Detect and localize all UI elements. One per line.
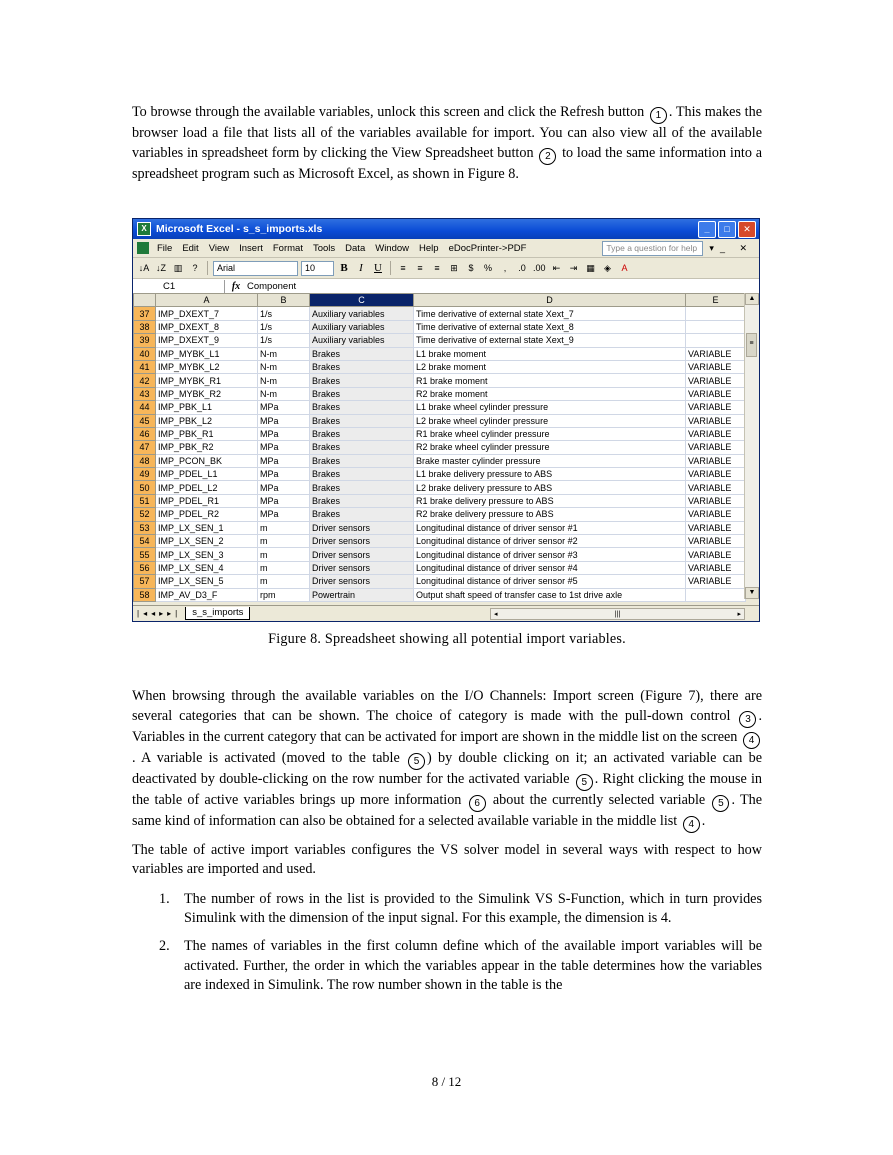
cell-component[interactable]: Brakes: [310, 481, 414, 494]
column-header-row: [134, 294, 746, 307]
table-row: [134, 307, 746, 320]
cell-description[interactable]: R1 brake moment: [414, 374, 686, 387]
cell-component[interactable]: Brakes: [310, 347, 414, 360]
row-number[interactable]: 49: [134, 468, 156, 481]
increase-decimal-icon[interactable]: .0: [518, 263, 526, 273]
cell-units[interactable]: 1/s: [258, 334, 310, 347]
row-number[interactable]: 39: [134, 334, 156, 347]
cell-keyword[interactable]: IMP_MYBK_R2: [156, 387, 258, 400]
table-row: [134, 360, 746, 373]
toolbar-separator: [390, 261, 391, 275]
row-number[interactable]: 56: [134, 561, 156, 574]
menu-window[interactable]: Window: [375, 242, 410, 254]
table-row: [134, 320, 746, 333]
workbook-icon: [137, 242, 149, 254]
row-number[interactable]: 37: [134, 307, 156, 320]
intro-paragraph: [132, 103, 762, 184]
scroll-left-icon[interactable]: ◂: [494, 610, 498, 618]
formatting-toolbar: [133, 258, 759, 279]
column-header-e[interactable]: E: [686, 294, 746, 307]
table-row: [134, 535, 746, 548]
cell-type[interactable]: VARIABLE: [686, 548, 746, 561]
menu-tools[interactable]: Tools: [312, 242, 336, 254]
cell-description[interactable]: Longitudinal distance of driver sensor #5: [414, 575, 686, 588]
cell-type[interactable]: VARIABLE: [686, 508, 746, 521]
table-row: [134, 481, 746, 494]
decrease-indent-icon[interactable]: ⇤: [552, 263, 561, 273]
menu-view[interactable]: View: [208, 242, 230, 254]
cell-keyword[interactable]: IMP_MYBK_R1: [156, 374, 258, 387]
cell-keyword[interactable]: IMP_LX_SEN_1: [156, 521, 258, 534]
callout-5: 5: [576, 774, 593, 791]
cell-units[interactable]: MPa: [258, 427, 310, 440]
cell-description[interactable]: Time derivative of external state Xext_8: [414, 320, 686, 333]
cell-keyword[interactable]: IMP_LX_SEN_3: [156, 548, 258, 561]
row-number[interactable]: 40: [134, 347, 156, 360]
menu-data[interactable]: Data: [345, 242, 366, 254]
callout-4: 4: [743, 732, 760, 749]
formula-input[interactable]: Component: [247, 281, 297, 292]
cell-type[interactable]: [686, 307, 746, 320]
intro-text: to load the same information into a spreadsheet program such as Microsoft Excel, as shown in Figure 8.: [132, 144, 763, 182]
cell-keyword[interactable]: IMP_LX_SEN_5: [156, 575, 258, 588]
cell-units[interactable]: 1/s: [258, 307, 310, 320]
scroll-up-icon[interactable]: ▲: [745, 293, 759, 305]
cell-type[interactable]: [686, 334, 746, 347]
cell-component[interactable]: Driver sensors: [310, 575, 414, 588]
cell-description[interactable]: R2 brake delivery pressure to ABS: [414, 508, 686, 521]
cell-units[interactable]: MPa: [258, 454, 310, 467]
close-icon[interactable]: ✕: [738, 221, 756, 238]
sheet-nav-icons[interactable]: |◂◂▸▸|: [137, 609, 182, 618]
toolbar-separator: [207, 261, 208, 275]
cell-units[interactable]: MPa: [258, 441, 310, 454]
menu-format[interactable]: Format: [272, 242, 303, 254]
cell-description[interactable]: R1 brake wheel cylinder pressure: [414, 427, 686, 440]
cell-type[interactable]: VARIABLE: [686, 575, 746, 588]
list-item: [132, 890, 762, 929]
cell-component[interactable]: Brakes: [310, 360, 414, 373]
row-number[interactable]: 38: [134, 320, 156, 333]
cell-units[interactable]: N-m: [258, 387, 310, 400]
cell-keyword[interactable]: IMP_PBK_L2: [156, 414, 258, 427]
table-row: [134, 454, 746, 467]
cell-keyword[interactable]: IMP_PDEL_R1: [156, 494, 258, 507]
cell-units[interactable]: 1/s: [258, 320, 310, 333]
align-left-icon[interactable]: ≡: [400, 263, 406, 273]
cell-keyword[interactable]: IMP_DXEXT_9: [156, 334, 258, 347]
vertical-scrollbar[interactable]: [744, 293, 759, 599]
comma-icon[interactable]: ,: [503, 263, 507, 273]
cell-keyword[interactable]: IMP_PBK_R1: [156, 427, 258, 440]
fill-color-icon[interactable]: ◈: [604, 263, 611, 273]
cell-description[interactable]: L2 brake delivery pressure to ABS: [414, 481, 686, 494]
cell-component[interactable]: Brakes: [310, 374, 414, 387]
cell-keyword[interactable]: IMP_LX_SEN_4: [156, 561, 258, 574]
menu-edit[interactable]: Edit: [182, 242, 199, 254]
cell-component[interactable]: Brakes: [310, 387, 414, 400]
cell-type[interactable]: VARIABLE: [686, 347, 746, 360]
bold-button[interactable]: B: [340, 262, 348, 274]
excel-screenshot: [132, 218, 760, 622]
decrease-decimal-icon[interactable]: .00: [533, 263, 546, 273]
cell-units[interactable]: N-m: [258, 347, 310, 360]
cell-type[interactable]: [686, 320, 746, 333]
table-row: [134, 468, 746, 481]
list-text: The number of rows in the list is provided to the Simulink VS S-Function, which in turn provides Simulink with the dimension of the input signal. For this example, the dimension is 4.: [184, 890, 762, 927]
cell-type[interactable]: VARIABLE: [686, 441, 746, 454]
p2-text: . The same kind of information can also be obtained for a selected available variable in the middle list: [132, 791, 763, 829]
paragraph-categories: [132, 687, 762, 833]
cell-component[interactable]: Auxiliary variables: [310, 307, 414, 320]
intro-text: To browse through the available variables, unlock this screen and click the Refresh button: [132, 104, 645, 120]
menu-bar: [133, 239, 759, 258]
cell-units[interactable]: MPa: [258, 414, 310, 427]
callout-6: 6: [469, 795, 486, 812]
figure-caption: Figure 8. Spreadsheet showing all potential import variables.: [268, 631, 626, 647]
callout-4: 4: [683, 816, 700, 833]
cell-keyword[interactable]: IMP_PDEL_L1: [156, 468, 258, 481]
borders-icon[interactable]: ▦: [586, 263, 595, 273]
excel-app-icon: X: [137, 222, 151, 236]
cell-description[interactable]: Longitudinal distance of driver sensor #4: [414, 561, 686, 574]
table-row: [134, 494, 746, 507]
cell-keyword[interactable]: IMP_MYBK_L2: [156, 360, 258, 373]
row-number[interactable]: 42: [134, 374, 156, 387]
align-right-icon[interactable]: ≡: [434, 263, 440, 273]
cell-type[interactable]: [686, 588, 746, 601]
cell-description[interactable]: Time derivative of external state Xext_9: [414, 334, 686, 347]
sheet-tab-bar: [133, 605, 759, 621]
cell-type[interactable]: VARIABLE: [686, 494, 746, 507]
maximize-icon[interactable]: □: [718, 221, 736, 238]
cell-keyword[interactable]: IMP_PBK_L1: [156, 401, 258, 414]
cell-type[interactable]: VARIABLE: [686, 414, 746, 427]
p2-text: .: [701, 812, 706, 829]
cell-type[interactable]: VARIABLE: [686, 374, 746, 387]
column-header-d[interactable]: D: [414, 294, 686, 307]
cell-description[interactable]: L1 brake delivery pressure to ABS: [414, 468, 686, 481]
list-text: The names of variables in the first column define which of the available import variables will be activated. Further, the order in which the variables appear in the table determines how the variables are indexed in Simulink. The row number shown in the table is the: [184, 937, 762, 994]
cell-units[interactable]: N-m: [258, 374, 310, 387]
merge-center-icon[interactable]: ⊞: [450, 263, 458, 273]
spreadsheet-grid: [133, 293, 746, 602]
column-header-c[interactable]: C: [310, 294, 414, 307]
cell-description[interactable]: Longitudinal distance of driver sensor #1: [414, 521, 686, 534]
cell-type[interactable]: VARIABLE: [686, 454, 746, 467]
callout-1: 1: [650, 107, 667, 124]
cell-units[interactable]: m: [258, 561, 310, 574]
table-row: [134, 588, 746, 601]
table-row: [134, 548, 746, 561]
cell-component[interactable]: Brakes: [310, 454, 414, 467]
cell-keyword[interactable]: IMP_PDEL_R2: [156, 508, 258, 521]
row-number[interactable]: 46: [134, 427, 156, 440]
cell-description[interactable]: L1 brake wheel cylinder pressure: [414, 401, 686, 414]
body-text: [132, 687, 762, 1004]
callout-2: 2: [539, 148, 556, 165]
scroll-down-icon[interactable]: ▼: [745, 587, 759, 599]
cell-description[interactable]: L2 brake moment: [414, 360, 686, 373]
cell-component[interactable]: Brakes: [310, 414, 414, 427]
font-name-select[interactable]: Arial: [213, 261, 298, 276]
paragraph-table-config: The table of active import variables configures the VS solver model in several ways with respect to how variables are imported and used.: [132, 841, 762, 878]
table-row: [134, 575, 746, 588]
intro-text: . This makes the browser load a file that lists all of the variables available for import. You can also view all of the available variables in spreadsheet form by clicking the View Spreadsheet button: [132, 104, 763, 161]
row-number[interactable]: 52: [134, 508, 156, 521]
cell-component[interactable]: Brakes: [310, 427, 414, 440]
row-number[interactable]: 55: [134, 548, 156, 561]
row-number[interactable]: 48: [134, 454, 156, 467]
align-center-icon[interactable]: ≡: [417, 263, 423, 273]
cell-type[interactable]: VARIABLE: [686, 387, 746, 400]
menu-help[interactable]: Help: [419, 242, 439, 254]
cell-type[interactable]: VARIABLE: [686, 427, 746, 440]
callout-5: 5: [712, 795, 729, 812]
cell-component[interactable]: Driver sensors: [310, 548, 414, 561]
cell-units[interactable]: m: [258, 535, 310, 548]
scroll-thumb-grip: |||: [614, 610, 621, 618]
cell-units[interactable]: MPa: [258, 494, 310, 507]
cell-component[interactable]: Driver sensors: [310, 535, 414, 548]
cell-component[interactable]: Brakes: [310, 468, 414, 481]
cell-units[interactable]: MPa: [258, 401, 310, 414]
cell-description[interactable]: Longitudinal distance of driver sensor #3: [414, 548, 686, 561]
cell-keyword[interactable]: IMP_AV_D3_F: [156, 588, 258, 601]
window-title: Microsoft Excel - s_s_imports.xls: [156, 223, 323, 235]
cell-component[interactable]: Driver sensors: [310, 521, 414, 534]
cell-type[interactable]: VARIABLE: [686, 401, 746, 414]
list-number: 1.: [159, 890, 170, 907]
cell-component[interactable]: Auxiliary variables: [310, 334, 414, 347]
cell-description[interactable]: L1 brake moment: [414, 347, 686, 360]
cell-description[interactable]: L2 brake wheel cylinder pressure: [414, 414, 686, 427]
row-number[interactable]: 54: [134, 535, 156, 548]
table-row: [134, 508, 746, 521]
name-box[interactable]: C1: [133, 280, 225, 293]
column-header-b[interactable]: B: [258, 294, 310, 307]
cell-component[interactable]: Auxiliary variables: [310, 320, 414, 333]
numbered-list: [132, 890, 762, 996]
menu-insert[interactable]: Insert: [239, 242, 263, 254]
cell-units[interactable]: MPa: [258, 468, 310, 481]
cell-description[interactable]: Longitudinal distance of driver sensor #2: [414, 535, 686, 548]
cell-component[interactable]: Powertrain: [310, 588, 414, 601]
table-row: [134, 414, 746, 427]
cell-keyword[interactable]: IMP_LX_SEN_2: [156, 535, 258, 548]
function-icon[interactable]: fx: [231, 281, 241, 292]
menu-edocprinter[interactable]: eDocPrinter->PDF: [448, 242, 527, 254]
table-row: [134, 521, 746, 534]
cell-units[interactable]: m: [258, 521, 310, 534]
callout-3: 3: [739, 711, 756, 728]
help-icon[interactable]: ?: [192, 263, 198, 273]
cell-type[interactable]: VARIABLE: [686, 561, 746, 574]
chart-wizard-icon[interactable]: ▥: [173, 263, 183, 273]
column-header-a[interactable]: A: [156, 294, 258, 307]
cell-description[interactable]: R1 brake delivery pressure to ABS: [414, 494, 686, 507]
sort-descending-icon[interactable]: ↓Z: [156, 263, 166, 273]
row-number[interactable]: 44: [134, 401, 156, 414]
cell-component[interactable]: Driver sensors: [310, 561, 414, 574]
cell-units[interactable]: MPa: [258, 508, 310, 521]
cell-units[interactable]: m: [258, 575, 310, 588]
row-number[interactable]: 47: [134, 441, 156, 454]
list-item: [132, 937, 762, 996]
scroll-right-icon[interactable]: ▸: [737, 610, 741, 618]
row-number[interactable]: 51: [134, 494, 156, 507]
table-row: [134, 347, 746, 360]
row-number[interactable]: 45: [134, 414, 156, 427]
cell-type[interactable]: VARIABLE: [686, 535, 746, 548]
italic-button[interactable]: I: [359, 262, 363, 274]
cell-units[interactable]: rpm: [258, 588, 310, 601]
cell-type[interactable]: VARIABLE: [686, 360, 746, 373]
cell-units[interactable]: N-m: [258, 360, 310, 373]
minimize-icon[interactable]: _: [698, 221, 716, 238]
list-number: 2.: [159, 937, 170, 954]
cell-component[interactable]: Brakes: [310, 441, 414, 454]
p2-text: . A variable is activated (moved to the table: [132, 749, 400, 766]
font-size-select[interactable]: 10: [301, 261, 334, 276]
cell-description[interactable]: Output shaft speed of transfer case to 1st drive axle: [414, 588, 686, 601]
font-color-icon[interactable]: A: [621, 263, 628, 273]
cell-type[interactable]: VARIABLE: [686, 468, 746, 481]
cell-keyword[interactable]: IMP_PBK_R2: [156, 441, 258, 454]
sort-ascending-icon[interactable]: ↓A: [138, 263, 150, 273]
page-number: 8 / 12: [431, 1074, 462, 1089]
scroll-thumb[interactable]: ≡: [746, 333, 757, 357]
table-row: [134, 441, 746, 454]
table-row: [134, 561, 746, 574]
cell-keyword[interactable]: IMP_PCON_BK: [156, 454, 258, 467]
increase-indent-icon[interactable]: ⇥: [569, 263, 578, 273]
cell-keyword[interactable]: IMP_DXEXT_8: [156, 320, 258, 333]
cell-component[interactable]: Brakes: [310, 401, 414, 414]
row-number[interactable]: 58: [134, 588, 156, 601]
p2-text: . Right clicking the mouse in the table of active variables brings up more information: [132, 770, 762, 808]
cell-component[interactable]: Brakes: [310, 494, 414, 507]
excel-title-bar: [133, 219, 759, 239]
table-row: [134, 427, 746, 440]
cell-keyword[interactable]: IMP_PDEL_L2: [156, 481, 258, 494]
underline-button[interactable]: U: [374, 262, 382, 274]
cell-type[interactable]: VARIABLE: [686, 521, 746, 534]
p2-text: ) by double clicking on it; an activated variable can be deactivated by double-clicking on the row number for the activated variable: [132, 749, 762, 787]
row-number[interactable]: 43: [134, 387, 156, 400]
cell-description[interactable]: Brake master cylinder pressure: [414, 454, 686, 467]
percent-icon[interactable]: %: [483, 263, 492, 273]
cell-description[interactable]: R2 brake wheel cylinder pressure: [414, 441, 686, 454]
cell-keyword[interactable]: IMP_MYBK_L1: [156, 347, 258, 360]
p2-text: When browsing through the available variables on the I/O Channels: Import screen (Figure 7), there are several categories that can be shown. The choice of category is made with the pull-down control: [132, 688, 762, 724]
cell-component[interactable]: Brakes: [310, 508, 414, 521]
select-all-corner[interactable]: [134, 294, 156, 307]
horizontal-scrollbar[interactable]: [490, 608, 745, 620]
p2-text: about the currently selected variable: [487, 791, 706, 808]
cell-units[interactable]: m: [258, 548, 310, 561]
cell-units[interactable]: MPa: [258, 481, 310, 494]
row-number[interactable]: 57: [134, 575, 156, 588]
row-number[interactable]: 53: [134, 521, 156, 534]
sheet-tab[interactable]: s_s_imports: [185, 607, 250, 620]
table-row: [134, 401, 746, 414]
cell-type[interactable]: VARIABLE: [686, 481, 746, 494]
cell-description[interactable]: R2 brake moment: [414, 387, 686, 400]
table-row: [134, 334, 746, 347]
table-row: [134, 387, 746, 400]
row-number[interactable]: 50: [134, 481, 156, 494]
currency-icon[interactable]: $: [468, 263, 474, 273]
cell-description[interactable]: Time derivative of external state Xext_7: [414, 307, 686, 320]
doc-window-controls[interactable]: ▾_ ✕: [709, 242, 753, 253]
help-search-input[interactable]: Type a question for help: [602, 241, 703, 256]
p2-text: . Variables in the current category that can be activated for import are shown in the middle list on the screen: [132, 707, 763, 745]
table-row: [134, 374, 746, 387]
menu-file[interactable]: File: [157, 242, 173, 254]
row-number[interactable]: 41: [134, 360, 156, 373]
callout-5: 5: [408, 753, 425, 770]
cell-keyword[interactable]: IMP_DXEXT_7: [156, 307, 258, 320]
